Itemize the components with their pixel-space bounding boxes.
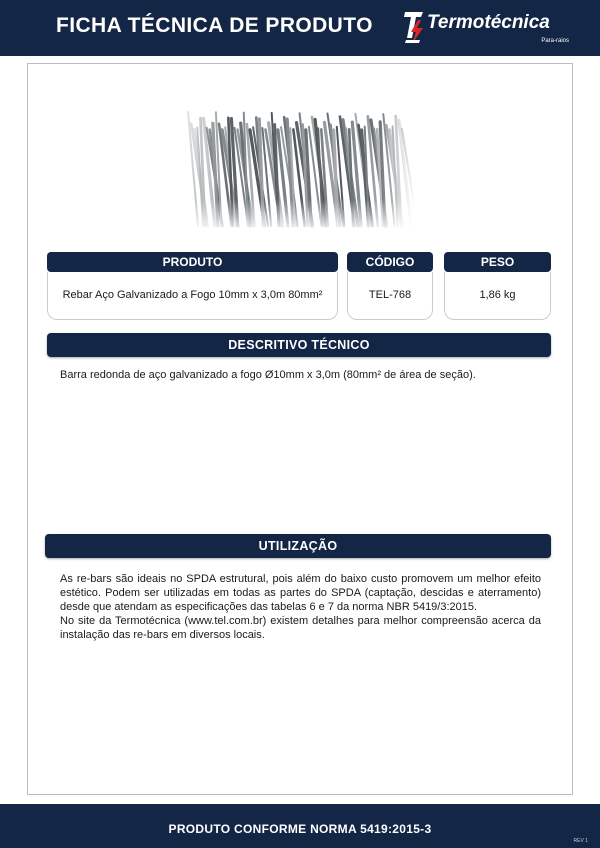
page-title: FICHA TÉCNICA DE PRODUTO xyxy=(56,14,373,37)
product-weight-cell: 1,86 kg xyxy=(444,272,551,320)
utilizacao-paragraph-2: No site da Termotécnica (www.tel.com.br) existem detalhes para melhor compreensão acerca da instalação das re-bars em diversos locais. xyxy=(60,615,541,641)
product-column-header: PRODUTO xyxy=(47,252,338,272)
product-name-cell: Rebar Aço Galvanizado a Fogo 10mm x 3,0m 80mm² xyxy=(47,272,338,320)
descritivo-text: Barra redonda de aço galvanizado a fogo Ø10mm x 3,0m (80mm² de área de seção). xyxy=(60,369,476,381)
termotecnica-logo-icon xyxy=(403,8,427,46)
logo-wordmark: Termotécnica xyxy=(427,12,550,33)
weight-column-header: PESO xyxy=(444,252,551,272)
utilizacao-paragraph-1: As re-bars são ideais no SPDA estrutural, pois além do baixo custo promovem um melhor efeito estético. Podem ser utilizadas em todas as partes do SPDA (captação, descidas e aterramento) desde que atendam as especificações das tabelas 6 e 7 da norma NBR 5419/3:2015. xyxy=(60,573,541,613)
utilizacao-text xyxy=(60,572,541,642)
steel-rebar-bundle-image xyxy=(180,108,415,230)
revision-label: REV 1 xyxy=(573,838,588,844)
code-column-header: CÓDIGO xyxy=(347,252,433,272)
header-bar xyxy=(0,0,600,56)
brand-logo xyxy=(403,8,583,48)
product-code-cell: TEL-768 xyxy=(347,272,433,320)
footer-bar xyxy=(0,804,600,848)
descritivo-heading: DESCRITIVO TÉCNICO xyxy=(47,333,551,357)
utilizacao-heading: UTILIZAÇÃO xyxy=(45,534,551,558)
logo-tagline: Para-raios xyxy=(541,38,569,44)
footer-standard-note: PRODUTO CONFORME NORMA 5419:2015-3 xyxy=(168,822,432,836)
